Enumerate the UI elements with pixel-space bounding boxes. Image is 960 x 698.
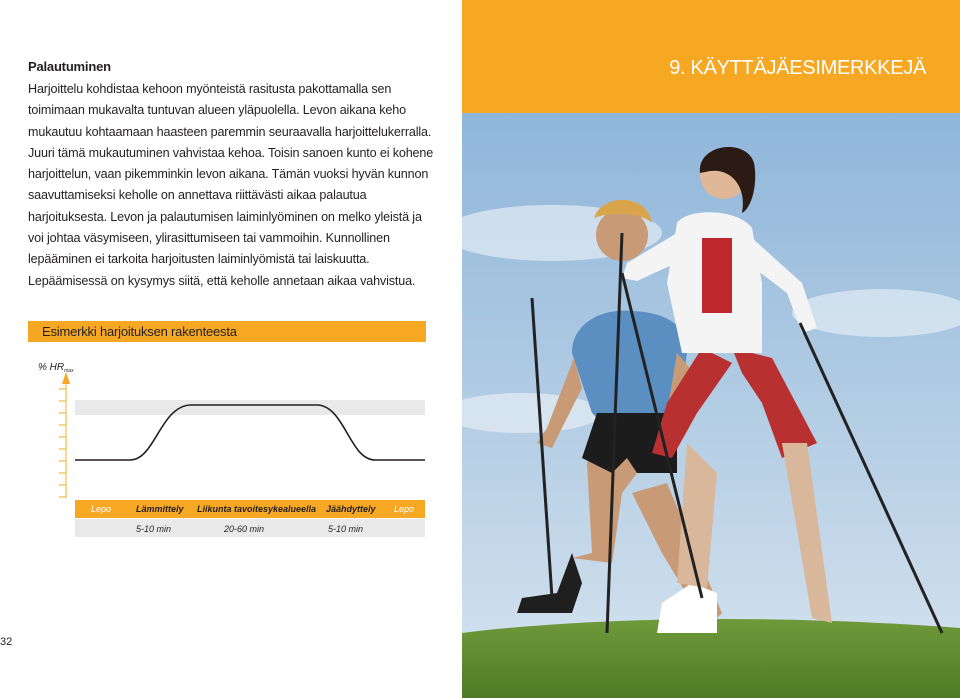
paragraph-line: mukautuu kohtaamaan haasteen paremmin seuraavalla harjoittelukerralla.: [28, 124, 432, 139]
paragraph-line: Harjoittelu kohdistaa kehoon myönteistä rasitusta pakottamalla sen: [28, 82, 392, 96]
paragraph-line: harjoittelun, vaan pikemminkin levon aikana. Tämän vuoksi hyvän kunnon: [28, 167, 429, 182]
duration-label: 20-60 min: [224, 524, 265, 534]
phase-label: Liikunta tavoitesykealueella: [197, 504, 317, 514]
nordic-walking-photo: [462, 113, 960, 698]
paragraph-line: Lepäämisessä on kysymys siitä, että keholle annetaan aikaa vahvistua.: [28, 273, 416, 288]
paragraph-line: toimimaan mukavalta tuntuvan alueen yläpuolella. Levon aikana keho: [28, 103, 406, 118]
page-number: 32: [0, 636, 13, 648]
heart-rate-diagram: [0, 0, 462, 698]
chapter-header: [462, 0, 960, 113]
duration-row: [75, 519, 425, 537]
section-heading: Palautuminen: [28, 59, 111, 74]
phase-label: Lepo: [394, 504, 415, 514]
phase-label: Lämmittely: [136, 504, 184, 514]
left-page: [0, 0, 462, 698]
chapter-title: 9. KÄYTTÄJÄESIMERKKEJÄ: [669, 57, 926, 79]
y-axis-label-subscript: max: [64, 368, 74, 374]
paragraph-line: voi johtaa väsymiseen, ylirasittumiseen tai vammoihin. Kunnollinen: [28, 231, 390, 246]
right-page: [462, 0, 960, 698]
phase-label: Jäähdyttely: [326, 504, 376, 514]
target-zone-band: [75, 400, 425, 415]
paragraph-line: lepääminen ei tarkoita harjoitusten laiminlyömistä tai laiskuutta.: [28, 252, 370, 267]
duration-label: 5-10 min: [328, 524, 364, 534]
paragraph-line: saavuttamiseksi keholle on annettava riittävästi aikaa palautua: [28, 188, 367, 203]
y-axis-label-text: % HR: [38, 362, 65, 373]
phase-label: Lepo: [91, 504, 112, 514]
paragraph-line: Juuri tämä mukautuminen vahvistaa kehoa. Toisin sanoen kunto ei kohene: [28, 145, 434, 160]
example-title: Esimerkki harjoituksen rakenteesta: [42, 324, 237, 339]
duration-label: 5-10 min: [136, 524, 172, 534]
paragraph-line: harjoituksesta. Levon ja palautumisen laiminlyöminen on melko yleistä ja: [28, 209, 422, 224]
phase-row: [75, 500, 425, 518]
y-axis-arrow-icon: [62, 372, 70, 384]
y-axis-ticks: [59, 389, 66, 497]
